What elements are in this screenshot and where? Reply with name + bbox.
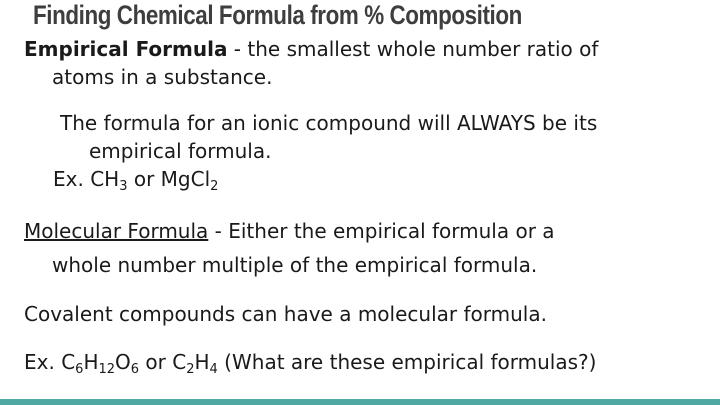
formula-symbol: H <box>194 350 210 374</box>
formula-subscript: 2 <box>186 362 195 377</box>
formula-subscript: 2 <box>210 179 219 194</box>
empirical-definition: - the smallest whole number ratio of <box>227 37 599 61</box>
molecular-definition-line2: whole number multiple of the empirical formula. <box>52 253 538 277</box>
example-separator: or <box>139 350 173 374</box>
formula-symbol: C <box>61 350 76 374</box>
formula-subscript: 12 <box>98 362 116 377</box>
molecular-term: Molecular Formula <box>24 219 209 243</box>
empirical-definition-line1 <box>24 36 598 62</box>
formula-c6h12o6 <box>61 350 140 377</box>
empirical-question: (What are these empirical formulas?) <box>217 350 597 374</box>
formula-subscript: 3 <box>119 179 128 194</box>
example-separator: or <box>127 167 161 191</box>
example-covalent <box>24 349 596 375</box>
ionic-note-line1: The formula for an ionic compound will ALWAYS be its <box>60 111 598 135</box>
formula-subscript: 6 <box>130 362 140 377</box>
molecular-definition-line1 <box>24 218 555 244</box>
molecular-definition: - Either the empirical formula or a <box>208 219 555 243</box>
formula-ch3 <box>90 167 128 194</box>
formula-symbol: CH <box>90 167 120 191</box>
covalent-note: Covalent compounds can have a molecular formula. <box>24 302 547 326</box>
formula-subscript: 4 <box>209 362 218 377</box>
formula-c2h4 <box>172 350 218 377</box>
formula-subscript: 6 <box>75 362 84 377</box>
slide-title: Finding Chemical Formula from % Composition <box>33 0 522 30</box>
formula-symbol: C <box>172 350 187 374</box>
formula-symbol: H <box>83 350 99 374</box>
ionic-note-line2: empirical formula. <box>89 139 272 163</box>
formula-symbol: MgCl <box>160 167 211 191</box>
example-ionic <box>53 166 218 192</box>
formula-symbol: O <box>115 350 131 374</box>
empirical-term: Empirical Formula <box>24 37 228 61</box>
empirical-definition-line2: atoms in a substance. <box>52 65 273 89</box>
bottom-accent-bar <box>0 399 720 405</box>
example-prefix: Ex. <box>53 167 91 191</box>
formula-mgcl2 <box>160 167 219 194</box>
example-prefix: Ex. <box>24 350 62 374</box>
